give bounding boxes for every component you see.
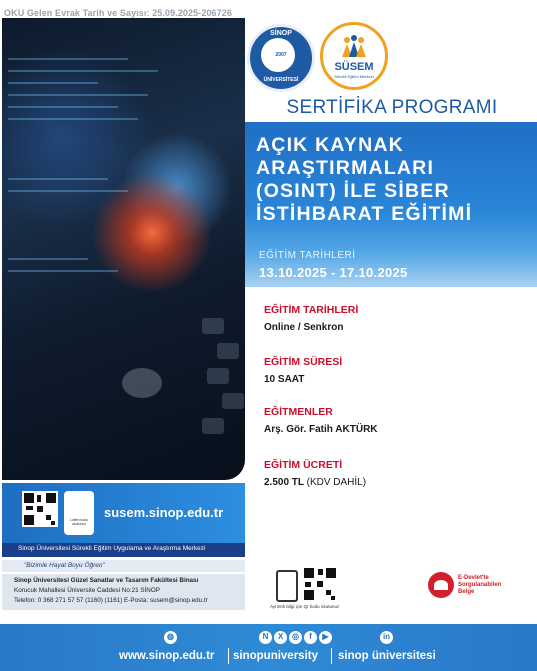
address-block: Sinop Üniversitesi Güzel Sanatlar ve Tasarım Fakültesi Binası Korucuk Mahallesi Üniversite Caddesi No:21 SİNOP Telefon: 0 368 271 57 57 (1160) (1161) E-Posta: susem@sinop.edu.tr <box>2 574 245 610</box>
footer-divider <box>331 648 332 664</box>
qr-caption: Ayrıntılı bilgi için Qr kodu okutunuz <box>270 604 340 609</box>
detail-fee: EĞİTİM ÜCRETİ 2.500 TL (KDV DAHİL) <box>264 459 367 488</box>
footer-social[interactable]: sinopuniversity <box>233 650 318 662</box>
people-icon <box>339 35 369 59</box>
footer-website[interactable]: www.sinop.edu.tr <box>119 650 215 662</box>
title-line: (OSINT) İLE SİBER <box>256 180 450 202</box>
contact-block <box>2 483 245 543</box>
facebook-icon: f <box>304 631 317 644</box>
title-line: ARAŞTIRMALARI <box>256 157 435 179</box>
youtube-icon: ▶ <box>319 631 332 644</box>
dates-range: 13.10.2025 - 17.10.2025 <box>259 265 408 280</box>
edevlet-logo-icon <box>428 572 454 598</box>
website-qr-code[interactable] <box>22 491 58 527</box>
edevlet-badge: E-Devlet'te Sorgulanabilen Belge <box>428 572 536 598</box>
footer-linkedin[interactable]: sinop üniversitesi <box>338 650 436 662</box>
detail-format: EĞİTİM TARİHLERİ Online / Senkron <box>264 304 359 333</box>
phone-scan-icon: Lütfen kodu okutunuz <box>64 491 94 535</box>
center-name-bar: Sinop Üniversitesi Sürekli Eğitim Uygulama ve Araştırma Merkezi <box>2 543 245 557</box>
phone-icon <box>276 570 298 602</box>
sinop-university-logo: SİNOP 2007 ÜNİVERSİTESİ <box>247 24 315 92</box>
detail-instructors: EĞİTMENLER Arş. Gör. Fatih AKTÜRK <box>264 406 378 435</box>
footer-bar <box>0 624 537 671</box>
footer-divider <box>228 648 229 664</box>
title-line: İSTİHBARAT EĞİTİMİ <box>256 203 473 225</box>
linkedin-icon: in <box>380 631 393 644</box>
info-qr-code[interactable] <box>302 566 338 602</box>
document-watermark: OKU Gelen Evrak Tarih ve Sayısı: 25.09.2025-206726 <box>4 8 232 18</box>
title-line: AÇIK KAYNAK <box>256 134 404 156</box>
title-banner <box>245 122 537 287</box>
instagram-icon: ◎ <box>289 631 302 644</box>
cyber-photo <box>2 18 245 480</box>
x-icon: X <box>274 631 287 644</box>
susem-logo: SÜSEM Sürekli Eğitim Merkezi <box>320 22 388 90</box>
motto: "Bizimle Hayat Boyu Öğren" <box>2 560 245 572</box>
nsosyal-icon: N <box>259 631 272 644</box>
globe-icon: ◍ <box>164 631 177 644</box>
program-label: SERTİFİKA PROGRAMI <box>286 97 498 118</box>
website-link[interactable]: susem.sinop.edu.tr <box>104 505 224 520</box>
detail-duration: EĞİTİM SÜRESİ 10 SAAT <box>264 356 343 385</box>
dates-label: EĞİTİM TARİHLERİ <box>259 250 356 261</box>
